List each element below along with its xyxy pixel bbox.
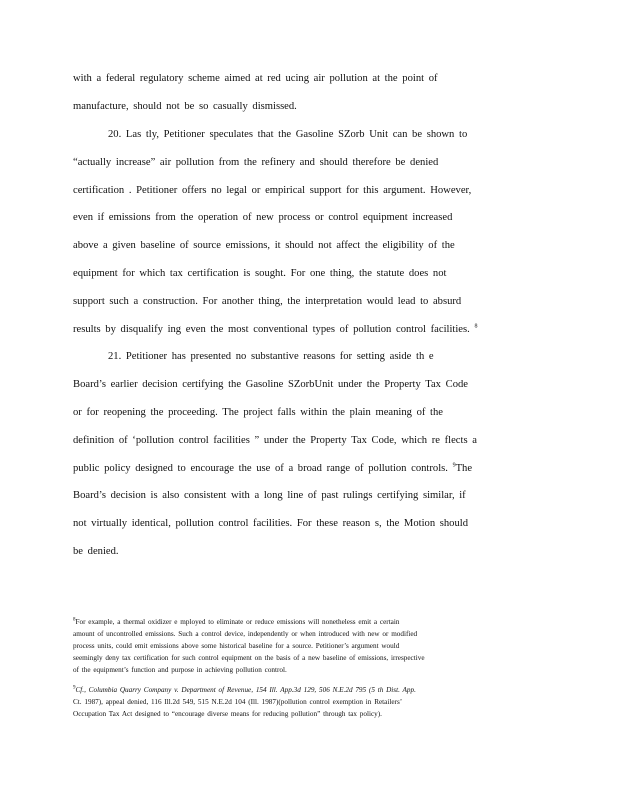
body-line-10-text: results by disqualify ing even the most conventional types of pollution control facilities. [73, 324, 470, 335]
body-line-4: “actually increase” air pollution from the refinery and should therefore be denied [73, 157, 439, 168]
body-line-12: Board’s earlier decision certifying the Gasoline SZorbUnit under the Property Tax Code [73, 379, 468, 390]
body-line-6: even if emissions from the operation of new process or control equipment increased [73, 212, 453, 223]
body-line-14: definition of ‘pollution control facilities ” under the Property Tax Code, which re flects a [73, 435, 477, 446]
footnote-8-line-1 [73, 618, 399, 627]
body-line-8: equipment for which tax certification is sought. For one thing, the statute does not [73, 268, 447, 279]
body-line-9: support such a construction. For another thing, the interpretation would lead to absurd [73, 296, 462, 307]
footnote-9-line-1 [73, 686, 416, 695]
footnote-ref-8: 8 [474, 323, 478, 330]
footnote-8-line-2: amount of uncontrolled emissions. Such a control device, independently or when introduced with new or modified [73, 630, 418, 638]
body-line-18: be denied. [73, 546, 119, 557]
footnote-8-text: For example, a thermal oxidizer e mployed to eliminate or reduce emissions will nonetheless emit a certain [75, 618, 400, 626]
footnote-8-line-5: of the equipment’s function and purpose in achieving pollution control. [73, 666, 287, 674]
body-line-15 [73, 462, 472, 476]
body-line-17: not virtually identical, pollution control facilities. For these reason s, the Motion should [73, 518, 469, 529]
body-line-5: certification . Petitioner offers no legal or empirical support for this argument. However, [73, 185, 472, 196]
footnote-9-marker: 9 [73, 685, 76, 691]
body-line-16: Board’s decision is also consistent with a long line of past rulings certifying similar, if [73, 490, 466, 501]
footnote-8-line-3: process units, could emit emissions above some historical baseline for a source. Petitioner’s argument would [73, 642, 400, 650]
footnote-ref-9: 9 [452, 462, 456, 469]
body-line-15-tail: The [455, 463, 473, 474]
body-line-13: or for reopening the proceeding. The project falls within the plain meaning of the [73, 407, 443, 418]
footnote-9-line-3: Occupation Tax Act designed to “encourage diverse means for reducing pollution” through tax policy). [73, 710, 382, 718]
paragraph-21-line-1: 21. Petitioner has presented no substantive reasons for setting aside th e [108, 351, 434, 362]
footnote-9-text: Cf., Columbia Quarry Company v. Department of Revenue, 154 Ill. App.3d 129, 506 N.E.2d 795 (5 th Dist. App. [75, 686, 416, 694]
body-line-15-text: public policy designed to encourage the use of a broad range of pollution controls. [73, 463, 448, 474]
paragraph-20-line-1: 20. Las tly, Petitioner speculates that the Gasoline SZorb Unit can be shown to [108, 129, 468, 140]
body-line-7: above a given baseline of source emissions, it should not affect the eligibility of the [73, 240, 455, 251]
footnote-9-line-2: Ct. 1987), appeal denied, 116 Ill.2d 549, 515 N.E.2d 104 (Ill. 1987)(pollution control exemption in Retailers’ [73, 698, 403, 706]
body-line-10 [73, 323, 477, 337]
body-line-1: with a federal regulatory scheme aimed at red ucing air pollution at the point of [73, 73, 438, 84]
body-line-2: manufacture, should not be so casually dismissed. [73, 101, 297, 112]
footnote-8-marker: 8 [73, 617, 76, 623]
footnote-8-line-4: seemingly deny tax certification for such control equipment on the basis of a new baseline of emissions, irrespective [73, 654, 425, 662]
